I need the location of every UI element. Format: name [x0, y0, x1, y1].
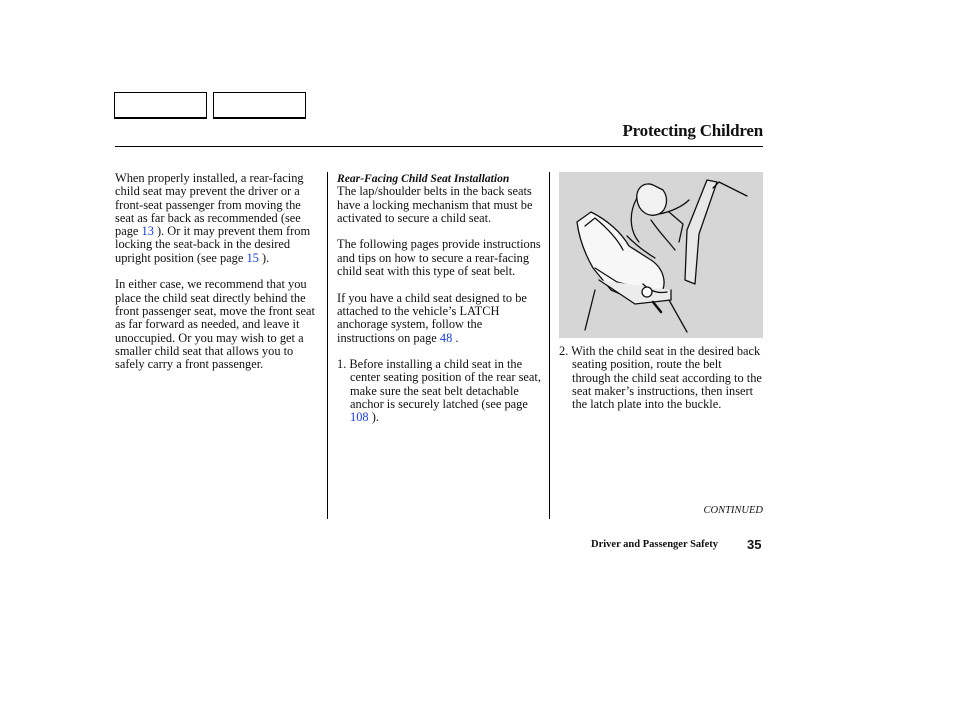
page-link-13[interactable]: 13 [141, 224, 154, 239]
page-link-48[interactable]: 48 [439, 330, 453, 345]
nav-button-right[interactable] [213, 92, 306, 118]
page-number: 35 [747, 537, 762, 552]
instruction-step-1: 1. Before installing a child seat in the center seating position of the rear seat, make sure the seat belt detachable anchor is securely latched (see page 108 ). [337, 357, 541, 425]
page-link-108[interactable]: 108 [350, 410, 369, 425]
column-divider-1 [327, 172, 328, 519]
nav-button-left[interactable] [114, 92, 207, 118]
continued-label: CONTINUED [703, 505, 763, 516]
paragraph: In either case, we recommend that you place the child seat directly behind the front passenger seat, move the front seat as far forward as needed, and leave it unoccupied. Or you may wish to get a smaller child seat that allows you to safely carry a front passenger. [115, 277, 315, 372]
column-divider-2 [549, 172, 550, 519]
page-link-15[interactable]: 15 [246, 250, 259, 265]
child-seat-drawing [559, 172, 763, 338]
header-rule [115, 146, 763, 147]
section-footer: Driver and Passenger Safety [591, 539, 719, 550]
middle-column [337, 172, 541, 425]
section-subheading: Rear-Facing Child Seat Installation [337, 172, 510, 185]
left-column [115, 172, 320, 371]
child-seat-illustration [559, 172, 763, 338]
paragraph: When properly installed, a rear-facing child seat may prevent the driver or a front-seat passenger from moving the seat as far back as recommended (see page 13 ). Or it may prevent them from locking the seat-back in the desired upright position (see page 15 ). [115, 171, 311, 265]
paragraph: If you have a child seat designed to be attached to the vehicle’s LATCH anchorage system, follow the instructions on page 48 . [337, 290, 527, 345]
paragraph: The lap/shoulder belts in the back seats have a locking mechanism that must be activated to secure a child seat. [337, 184, 533, 225]
paragraph: The following pages provide instructions and tips on how to secure a rear-facing child seat with this type of seat belt. [337, 237, 541, 279]
instruction-step-2: 2. With the child seat in the desired back seating position, route the belt through the child seat according to the seat maker’s instructions, then insert the latch plate into the buckle. [559, 344, 762, 412]
right-column [559, 345, 763, 411]
page-title: Protecting Children [622, 121, 763, 140]
